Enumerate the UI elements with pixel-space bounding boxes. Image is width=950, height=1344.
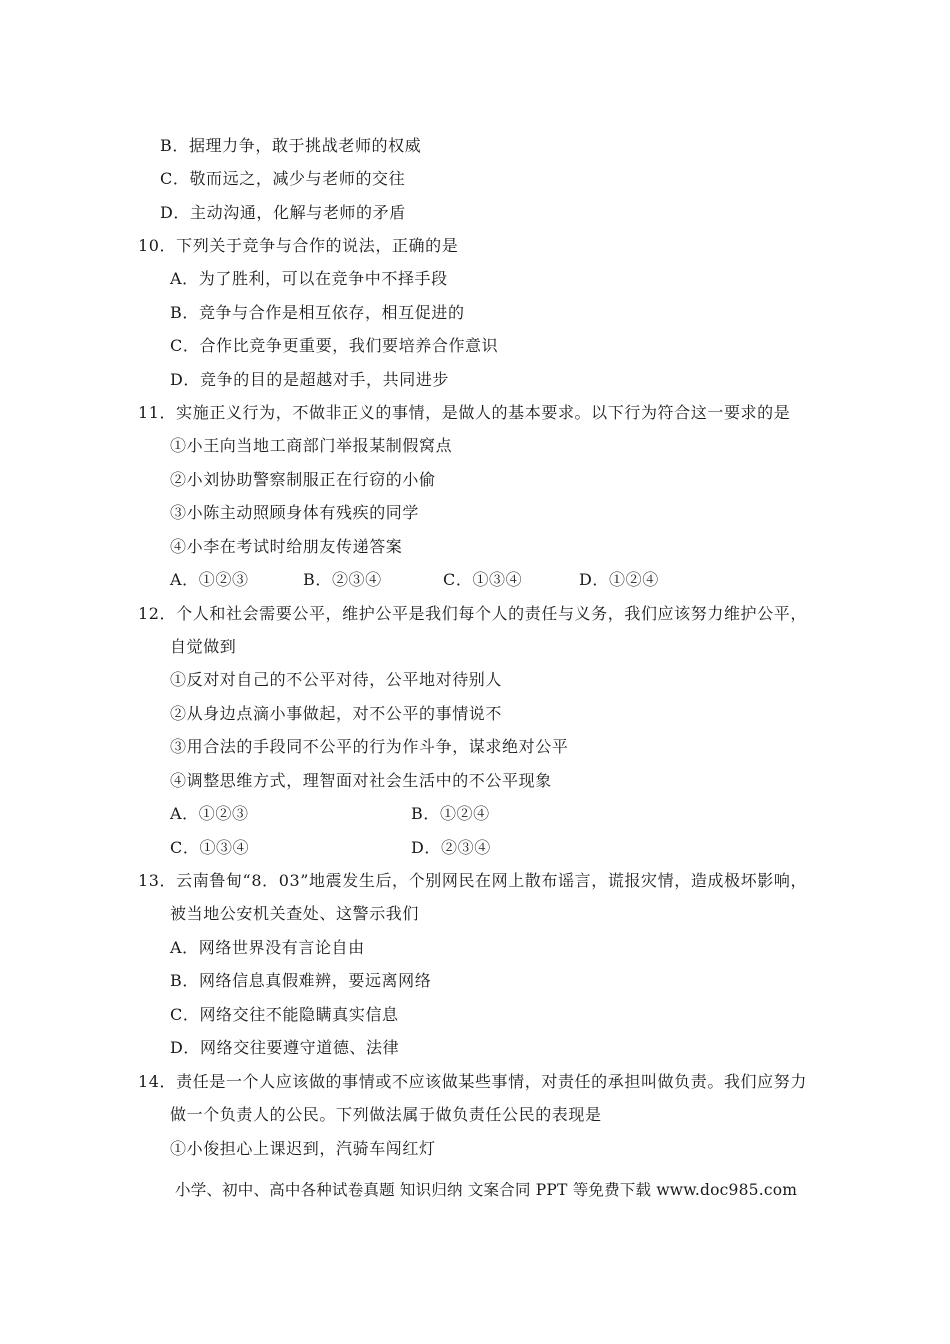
q12-option-d: D．②③④ xyxy=(411,838,491,857)
page-footer: 小学、初中、高中各种试卷真题 知识归纳 文案合同 PPT 等免费下载 www.doc985.com xyxy=(175,1181,798,1199)
q10-option-a: A．为了胜利，可以在竞争中不择手段 xyxy=(170,269,448,288)
q13-option-c: C．网络交往不能隐瞒真实信息 xyxy=(170,1005,399,1024)
q11-option-d: D．①②④ xyxy=(579,570,659,589)
q11-statement-2: ②小刘协助警察制服正在行窃的小偷 xyxy=(170,470,436,489)
q11-option-c: C．①③④ xyxy=(443,570,523,589)
q12-statement-4: ④调整思维方式，理智面对社会生活中的不公平现象 xyxy=(170,771,552,790)
q11-stem: 11．实施正义行为，不做非正义的事情，是做人的基本要求。以下行为符合这一要求的是 xyxy=(138,403,791,422)
q11-statement-3: ③小陈主动照顾身体有残疾的同学 xyxy=(170,503,420,522)
q10-option-d: D．竞争的目的是超越对手，共同进步 xyxy=(170,370,450,389)
q13-stem-line1: 13．云南鲁甸“8．03”地震发生后，个别网民在网上散布谣言，谎报灾情，造成极坏影响， xyxy=(138,871,808,890)
q11-option-a: A．①②③ xyxy=(170,570,249,589)
q11-statement-4: ④小李在考试时给朋友传递答案 xyxy=(170,537,403,556)
q10-option-c: C．合作比竞争更重要，我们要培养合作意识 xyxy=(170,336,499,355)
q12-stem-line1: 12．个人和社会需要公平，维护公平是我们每个人的责任与义务，我们应该努力维护公平， xyxy=(138,604,807,623)
q14-stem-line1: 14．责任是一个人应该做的事情或不应该做某些事情，对责任的承担叫做负责。我们应努力 xyxy=(138,1072,807,1091)
q12-statement-2: ②从身边点滴小事做起，对不公平的事情说不 xyxy=(170,704,503,723)
q12-statement-1: ①反对对自己的不公平对待，公平地对待别人 xyxy=(170,670,503,689)
q13-option-a: A．网络世界没有言论自由 xyxy=(170,938,365,957)
q14-statement-1: ①小俊担心上课迟到，汽骑车闯红灯 xyxy=(170,1139,436,1158)
q9-option-d: D．主动沟通，化解与老师的矛盾 xyxy=(160,203,406,222)
q13-option-b: B．网络信息真假难辨，要远离网络 xyxy=(170,971,432,990)
q13-stem-line2: 被当地公安机关查处、这警示我们 xyxy=(170,904,420,923)
q9-option-b: B．据理力争，敢于挑战老师的权威 xyxy=(160,136,422,155)
q13-option-d: D．网络交往要遵守道德、法律 xyxy=(170,1038,400,1057)
q12-option-c: C．①③④ xyxy=(170,838,250,857)
q12-stem-line2: 自觉做到 xyxy=(170,637,237,656)
q10-stem: 10．下列关于竞争与合作的说法，正确的是 xyxy=(138,236,459,255)
q9-option-c: C．敬而远之，减少与老师的交往 xyxy=(160,169,406,188)
q12-statement-3: ③用合法的手段同不公平的行为作斗争，谋求绝对公平 xyxy=(170,737,569,756)
q11-option-b: B．②③④ xyxy=(303,570,382,589)
q12-option-a: A．①②③ xyxy=(170,804,249,823)
q10-option-b: B．竞争与合作是相互依存，相互促进的 xyxy=(170,303,465,322)
q11-statement-1: ①小王向当地工商部门举报某制假窝点 xyxy=(170,436,453,455)
q12-option-b: B．①②④ xyxy=(411,804,490,823)
q14-stem-line2: 做一个负责人的公民。下列做法属于做负责任公民的表现是 xyxy=(170,1105,602,1124)
